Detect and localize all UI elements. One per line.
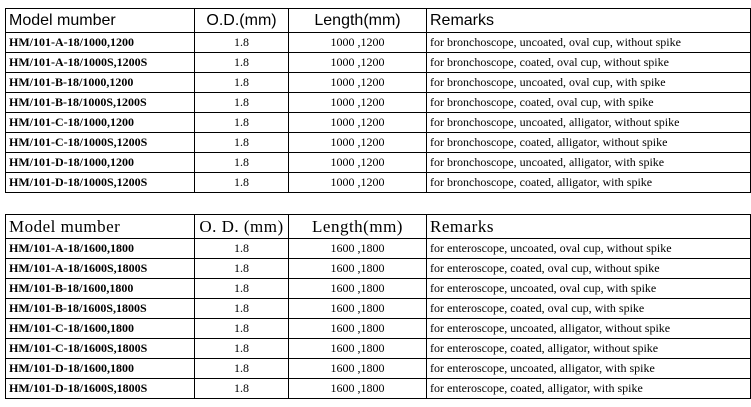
cell-length-mm: 1000 ,1200 xyxy=(289,93,427,113)
cell-od-mm: 1.8 xyxy=(195,153,289,173)
table-row xyxy=(6,153,751,173)
table-row xyxy=(6,93,751,113)
table-row xyxy=(6,339,751,359)
cell-length-mm: 1600 ,1800 xyxy=(289,319,427,339)
cell-length-mm: 1600 ,1800 xyxy=(289,259,427,279)
cell-remarks: for bronchoscope, coated, alligator, with spike xyxy=(427,173,751,193)
cell-remarks: for enteroscope, coated, oval cup, without spike xyxy=(427,259,751,279)
cell-length-mm: 1600 ,1800 xyxy=(289,239,427,259)
table-row xyxy=(6,379,751,399)
cell-model-number: HM/101-A-18/1600S,1800S xyxy=(6,259,195,279)
cell-od-mm: 1.8 xyxy=(195,299,289,319)
cell-length-mm: 1000 ,1200 xyxy=(289,133,427,153)
cell-od-mm: 1.8 xyxy=(195,319,289,339)
cell-length-mm: 1000 ,1200 xyxy=(289,33,427,53)
cell-model-number: HM/101-C-18/1000S,1200S xyxy=(6,133,195,153)
cell-remarks: for enteroscope, coated, oval cup, with spike xyxy=(427,299,751,319)
cell-od-mm: 1.8 xyxy=(195,53,289,73)
cell-model-number: HM/101-C-18/1000,1200 xyxy=(6,113,195,133)
header-length-mm: Length(mm) xyxy=(289,9,427,33)
cell-model-number: HM/101-B-18/1600S,1800S xyxy=(6,299,195,319)
cell-remarks: for bronchoscope, uncoated, oval cup, with spike xyxy=(427,73,751,93)
cell-od-mm: 1.8 xyxy=(195,359,289,379)
table-row xyxy=(6,259,751,279)
cell-model-number: HM/101-D-18/1600,1800 xyxy=(6,359,195,379)
cell-od-mm: 1.8 xyxy=(195,73,289,93)
cell-remarks: for bronchoscope, coated, oval cup, with spike xyxy=(427,93,751,113)
cell-model-number: HM/101-A-18/1600,1800 xyxy=(6,239,195,259)
cell-length-mm: 1000 ,1200 xyxy=(289,113,427,133)
table-row xyxy=(6,279,751,299)
header-remarks: Remarks xyxy=(427,215,751,239)
cell-od-mm: 1.8 xyxy=(195,339,289,359)
cell-remarks: for enteroscope, coated, alligator, without spike xyxy=(427,339,751,359)
cell-od-mm: 1.8 xyxy=(195,173,289,193)
cell-model-number: HM/101-A-18/1000,1200 xyxy=(6,33,195,53)
table-row xyxy=(6,239,751,259)
cell-od-mm: 1.8 xyxy=(195,33,289,53)
cell-model-number: HM/101-D-18/1600S,1800S xyxy=(6,379,195,399)
cell-od-mm: 1.8 xyxy=(195,379,289,399)
cell-model-number: HM/101-C-18/1600,1800 xyxy=(6,319,195,339)
bronchoscope-spec-table xyxy=(5,8,751,193)
header-model-number: Model mumber xyxy=(6,9,195,33)
cell-od-mm: 1.8 xyxy=(195,93,289,113)
header-remarks: Remarks xyxy=(427,9,751,33)
cell-length-mm: 1600 ,1800 xyxy=(289,299,427,319)
cell-model-number: HM/101-B-18/1000S,1200S xyxy=(6,93,195,113)
cell-remarks: for bronchoscope, coated, oval cup, without spike xyxy=(427,53,751,73)
cell-model-number: HM/101-D-18/1000S,1200S xyxy=(6,173,195,193)
cell-length-mm: 1000 ,1200 xyxy=(289,53,427,73)
cell-length-mm: 1600 ,1800 xyxy=(289,339,427,359)
cell-od-mm: 1.8 xyxy=(195,239,289,259)
cell-remarks: for enteroscope, uncoated, oval cup, without spike xyxy=(427,239,751,259)
table-row xyxy=(6,53,751,73)
table-header-row xyxy=(6,215,751,239)
table-row xyxy=(6,133,751,153)
table-header-row xyxy=(6,9,751,33)
cell-length-mm: 1600 ,1800 xyxy=(289,359,427,379)
table-row xyxy=(6,299,751,319)
cell-remarks: for enteroscope, uncoated, oval cup, with spike xyxy=(427,279,751,299)
table-row xyxy=(6,73,751,93)
table-row xyxy=(6,113,751,133)
cell-od-mm: 1.8 xyxy=(195,259,289,279)
cell-remarks: for bronchoscope, uncoated, alligator, with spike xyxy=(427,153,751,173)
cell-model-number: HM/101-D-18/1000,1200 xyxy=(6,153,195,173)
cell-remarks: for bronchoscope, coated, alligator, without spike xyxy=(427,133,751,153)
table-row xyxy=(6,319,751,339)
cell-length-mm: 1600 ,1800 xyxy=(289,279,427,299)
cell-model-number: HM/101-A-18/1000S,1200S xyxy=(6,53,195,73)
cell-length-mm: 1000 ,1200 xyxy=(289,173,427,193)
cell-remarks: for bronchoscope, uncoated, oval cup, without spike xyxy=(427,33,751,53)
cell-remarks: for bronchoscope, uncoated, alligator, without spike xyxy=(427,113,751,133)
cell-od-mm: 1.8 xyxy=(195,133,289,153)
cell-model-number: HM/101-B-18/1600,1800 xyxy=(6,279,195,299)
header-model-number: Model mumber xyxy=(6,215,195,239)
cell-length-mm: 1000 ,1200 xyxy=(289,153,427,173)
cell-od-mm: 1.8 xyxy=(195,113,289,133)
cell-model-number: HM/101-C-18/1600S,1800S xyxy=(6,339,195,359)
cell-remarks: for enteroscope, uncoated, alligator, without spike xyxy=(427,319,751,339)
cell-remarks: for enteroscope, coated, alligator, with spike xyxy=(427,379,751,399)
cell-length-mm: 1000 ,1200 xyxy=(289,73,427,93)
header-od-mm: O.D.(mm) xyxy=(195,9,289,33)
cell-od-mm: 1.8 xyxy=(195,279,289,299)
cell-remarks: for enteroscope, uncoated, alligator, with spike xyxy=(427,359,751,379)
header-length-mm: Length(mm) xyxy=(289,215,427,239)
table-row xyxy=(6,359,751,379)
enteroscope-spec-table xyxy=(5,214,751,399)
header-od-mm: O. D. (mm) xyxy=(195,215,289,239)
table-row xyxy=(6,33,751,53)
cell-model-number: HM/101-B-18/1000,1200 xyxy=(6,73,195,93)
table-row xyxy=(6,173,751,193)
cell-length-mm: 1600 ,1800 xyxy=(289,379,427,399)
